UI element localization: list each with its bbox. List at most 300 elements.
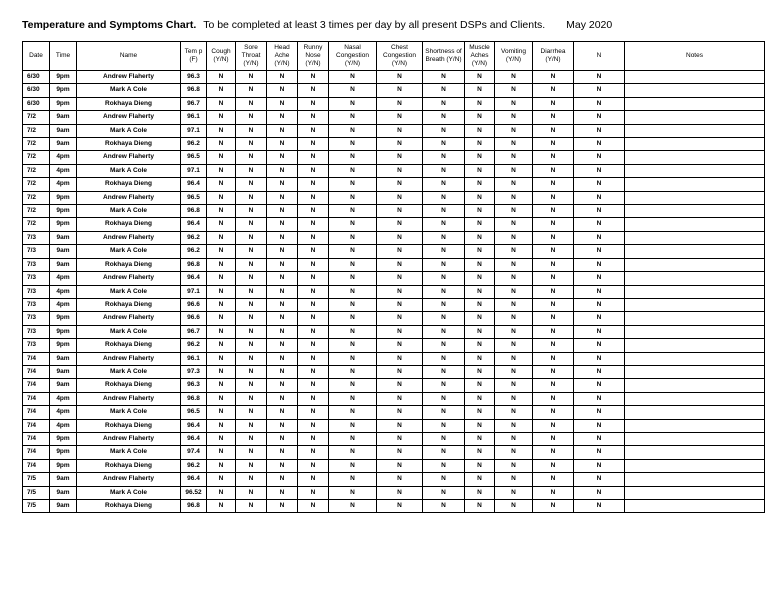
cell-shortness-of-breath: N	[423, 419, 465, 432]
cell-muscle-aches: N	[465, 473, 495, 486]
cell-temp: 96.8	[181, 205, 207, 218]
cell-muscle-aches: N	[465, 245, 495, 258]
cell-chest-congestion: N	[377, 298, 423, 311]
cell-head-ache: N	[267, 97, 298, 110]
table-row	[23, 365, 765, 378]
cell-name: Mark A Cole	[77, 84, 181, 97]
cell-runny-nose: N	[298, 245, 329, 258]
cell-name: Mark A Cole	[77, 164, 181, 177]
cell-notes	[625, 486, 765, 499]
cell-runny-nose: N	[298, 473, 329, 486]
cell-muscle-aches: N	[465, 205, 495, 218]
chart-title: Temperature and Symptoms Chart.	[22, 19, 197, 31]
cell-sore-throat: N	[236, 406, 267, 419]
cell-vomiting: N	[495, 191, 533, 204]
cell-muscle-aches: N	[465, 339, 495, 352]
cell-runny-nose: N	[298, 432, 329, 445]
cell-vomiting: N	[495, 272, 533, 285]
cell-n: N	[574, 245, 625, 258]
column-header-cough: Cough (Y/N)	[207, 42, 236, 71]
cell-temp: 97.3	[181, 365, 207, 378]
cell-n: N	[574, 272, 625, 285]
cell-sore-throat: N	[236, 365, 267, 378]
cell-cough: N	[207, 258, 236, 271]
cell-n: N	[574, 298, 625, 311]
cell-date: 7/3	[23, 325, 50, 338]
cell-muscle-aches: N	[465, 164, 495, 177]
cell-vomiting: N	[495, 138, 533, 151]
cell-head-ache: N	[267, 84, 298, 97]
cell-vomiting: N	[495, 164, 533, 177]
cell-muscle-aches: N	[465, 178, 495, 191]
cell-head-ache: N	[267, 258, 298, 271]
cell-nasal-congestion: N	[329, 97, 377, 110]
cell-notes	[625, 231, 765, 244]
cell-sore-throat: N	[236, 379, 267, 392]
cell-n: N	[574, 71, 625, 84]
cell-temp: 96.7	[181, 325, 207, 338]
cell-name: Mark A Cole	[77, 365, 181, 378]
cell-shortness-of-breath: N	[423, 325, 465, 338]
cell-cough: N	[207, 191, 236, 204]
cell-temp: 96.8	[181, 500, 207, 513]
cell-name: Andrew Flaherty	[77, 432, 181, 445]
cell-date: 7/3	[23, 312, 50, 325]
cell-name: Andrew Flaherty	[77, 111, 181, 124]
cell-vomiting: N	[495, 231, 533, 244]
table-row	[23, 392, 765, 405]
table-row	[23, 500, 765, 513]
cell-vomiting: N	[495, 339, 533, 352]
cell-shortness-of-breath: N	[423, 178, 465, 191]
cell-name: Mark A Cole	[77, 124, 181, 137]
cell-time: 9pm	[50, 432, 77, 445]
chart-month: May 2020	[566, 19, 613, 31]
cell-n: N	[574, 124, 625, 137]
cell-diarrhea: N	[533, 500, 574, 513]
cell-head-ache: N	[267, 500, 298, 513]
cell-time: 4pm	[50, 285, 77, 298]
cell-n: N	[574, 339, 625, 352]
cell-sore-throat: N	[236, 392, 267, 405]
cell-date: 6/30	[23, 97, 50, 110]
cell-vomiting: N	[495, 178, 533, 191]
cell-runny-nose: N	[298, 151, 329, 164]
table-row	[23, 191, 765, 204]
table-row	[23, 352, 765, 365]
cell-head-ache: N	[267, 419, 298, 432]
cell-head-ache: N	[267, 178, 298, 191]
cell-temp: 96.3	[181, 379, 207, 392]
cell-name: Rokhaya Dieng	[77, 97, 181, 110]
cell-shortness-of-breath: N	[423, 218, 465, 231]
cell-vomiting: N	[495, 71, 533, 84]
cell-nasal-congestion: N	[329, 164, 377, 177]
cell-muscle-aches: N	[465, 138, 495, 151]
cell-name: Mark A Cole	[77, 486, 181, 499]
cell-vomiting: N	[495, 365, 533, 378]
cell-time: 4pm	[50, 392, 77, 405]
cell-nasal-congestion: N	[329, 419, 377, 432]
cell-nasal-congestion: N	[329, 406, 377, 419]
column-header-chest-congestion: Chest Congestion (Y/N)	[377, 42, 423, 71]
cell-name: Mark A Cole	[77, 325, 181, 338]
cell-diarrhea: N	[533, 218, 574, 231]
cell-diarrhea: N	[533, 84, 574, 97]
cell-notes	[625, 459, 765, 472]
cell-chest-congestion: N	[377, 191, 423, 204]
cell-date: 7/2	[23, 151, 50, 164]
cell-chest-congestion: N	[377, 218, 423, 231]
cell-shortness-of-breath: N	[423, 231, 465, 244]
cell-temp: 96.7	[181, 97, 207, 110]
cell-cough: N	[207, 285, 236, 298]
column-header-runny-nose: Runny Nose (Y/N)	[298, 42, 329, 71]
cell-sore-throat: N	[236, 325, 267, 338]
cell-time: 9pm	[50, 312, 77, 325]
cell-shortness-of-breath: N	[423, 500, 465, 513]
cell-diarrhea: N	[533, 352, 574, 365]
cell-sore-throat: N	[236, 111, 267, 124]
cell-chest-congestion: N	[377, 97, 423, 110]
cell-cough: N	[207, 245, 236, 258]
table-row	[23, 285, 765, 298]
cell-shortness-of-breath: N	[423, 446, 465, 459]
cell-vomiting: N	[495, 486, 533, 499]
cell-nasal-congestion: N	[329, 124, 377, 137]
cell-name: Rokhaya Dieng	[77, 298, 181, 311]
cell-notes	[625, 379, 765, 392]
cell-diarrhea: N	[533, 272, 574, 285]
cell-cough: N	[207, 325, 236, 338]
cell-time: 9pm	[50, 446, 77, 459]
cell-temp: 96.5	[181, 406, 207, 419]
cell-notes	[625, 298, 765, 311]
cell-diarrhea: N	[533, 312, 574, 325]
cell-runny-nose: N	[298, 231, 329, 244]
cell-shortness-of-breath: N	[423, 379, 465, 392]
cell-runny-nose: N	[298, 97, 329, 110]
cell-runny-nose: N	[298, 205, 329, 218]
table-row	[23, 84, 765, 97]
table-row	[23, 258, 765, 271]
cell-diarrhea: N	[533, 258, 574, 271]
cell-shortness-of-breath: N	[423, 312, 465, 325]
cell-time: 9pm	[50, 97, 77, 110]
cell-shortness-of-breath: N	[423, 339, 465, 352]
cell-chest-congestion: N	[377, 473, 423, 486]
cell-n: N	[574, 432, 625, 445]
cell-head-ache: N	[267, 459, 298, 472]
cell-name: Andrew Flaherty	[77, 151, 181, 164]
table-row	[23, 459, 765, 472]
cell-temp: 96.8	[181, 392, 207, 405]
cell-n: N	[574, 111, 625, 124]
cell-runny-nose: N	[298, 406, 329, 419]
cell-nasal-congestion: N	[329, 151, 377, 164]
cell-nasal-congestion: N	[329, 84, 377, 97]
cell-vomiting: N	[495, 500, 533, 513]
cell-shortness-of-breath: N	[423, 124, 465, 137]
cell-temp: 96.2	[181, 138, 207, 151]
table-row	[23, 151, 765, 164]
cell-chest-congestion: N	[377, 245, 423, 258]
cell-nasal-congestion: N	[329, 473, 377, 486]
cell-temp: 96.8	[181, 84, 207, 97]
cell-sore-throat: N	[236, 191, 267, 204]
cell-nasal-congestion: N	[329, 432, 377, 445]
cell-temp: 96.5	[181, 151, 207, 164]
cell-diarrhea: N	[533, 151, 574, 164]
cell-chest-congestion: N	[377, 164, 423, 177]
cell-vomiting: N	[495, 392, 533, 405]
cell-cough: N	[207, 138, 236, 151]
cell-shortness-of-breath: N	[423, 138, 465, 151]
cell-vomiting: N	[495, 312, 533, 325]
cell-head-ache: N	[267, 245, 298, 258]
cell-chest-congestion: N	[377, 231, 423, 244]
cell-head-ache: N	[267, 285, 298, 298]
cell-nasal-congestion: N	[329, 379, 377, 392]
cell-sore-throat: N	[236, 205, 267, 218]
table-row	[23, 325, 765, 338]
cell-nasal-congestion: N	[329, 352, 377, 365]
cell-nasal-congestion: N	[329, 218, 377, 231]
cell-sore-throat: N	[236, 419, 267, 432]
cell-temp: 96.4	[181, 419, 207, 432]
table-row	[23, 205, 765, 218]
cell-nasal-congestion: N	[329, 71, 377, 84]
table-row	[23, 473, 765, 486]
cell-sore-throat: N	[236, 312, 267, 325]
cell-runny-nose: N	[298, 111, 329, 124]
cell-shortness-of-breath: N	[423, 111, 465, 124]
cell-time: 9pm	[50, 191, 77, 204]
cell-temp: 96.2	[181, 245, 207, 258]
cell-time: 9pm	[50, 71, 77, 84]
cell-runny-nose: N	[298, 392, 329, 405]
cell-notes	[625, 352, 765, 365]
cell-cough: N	[207, 111, 236, 124]
cell-n: N	[574, 459, 625, 472]
cell-vomiting: N	[495, 258, 533, 271]
cell-vomiting: N	[495, 406, 533, 419]
cell-time: 9am	[50, 473, 77, 486]
cell-time: 9pm	[50, 205, 77, 218]
cell-name: Mark A Cole	[77, 406, 181, 419]
column-header-vomiting: Vomiting (Y/N)	[495, 42, 533, 71]
cell-shortness-of-breath: N	[423, 258, 465, 271]
cell-chest-congestion: N	[377, 111, 423, 124]
cell-date: 7/4	[23, 446, 50, 459]
cell-cough: N	[207, 124, 236, 137]
cell-vomiting: N	[495, 111, 533, 124]
table-row	[23, 419, 765, 432]
cell-sore-throat: N	[236, 446, 267, 459]
cell-vomiting: N	[495, 285, 533, 298]
cell-runny-nose: N	[298, 352, 329, 365]
cell-nasal-congestion: N	[329, 178, 377, 191]
cell-head-ache: N	[267, 325, 298, 338]
cell-nasal-congestion: N	[329, 231, 377, 244]
table-row	[23, 339, 765, 352]
cell-name: Mark A Cole	[77, 285, 181, 298]
cell-muscle-aches: N	[465, 486, 495, 499]
table-row	[23, 312, 765, 325]
cell-head-ache: N	[267, 272, 298, 285]
cell-cough: N	[207, 352, 236, 365]
cell-diarrhea: N	[533, 124, 574, 137]
cell-name: Rokhaya Dieng	[77, 339, 181, 352]
cell-time: 9am	[50, 245, 77, 258]
cell-n: N	[574, 178, 625, 191]
table-row	[23, 124, 765, 137]
cell-muscle-aches: N	[465, 392, 495, 405]
cell-cough: N	[207, 298, 236, 311]
chart-instructions: To be completed at least 3 times per day by all present DSPs and Clients.	[203, 19, 546, 31]
cell-cough: N	[207, 432, 236, 445]
cell-cough: N	[207, 406, 236, 419]
cell-vomiting: N	[495, 218, 533, 231]
cell-sore-throat: N	[236, 285, 267, 298]
cell-n: N	[574, 325, 625, 338]
cell-head-ache: N	[267, 298, 298, 311]
cell-head-ache: N	[267, 138, 298, 151]
cell-nasal-congestion: N	[329, 258, 377, 271]
cell-notes	[625, 164, 765, 177]
cell-chest-congestion: N	[377, 459, 423, 472]
cell-muscle-aches: N	[465, 124, 495, 137]
cell-n: N	[574, 365, 625, 378]
cell-vomiting: N	[495, 124, 533, 137]
cell-time: 4pm	[50, 419, 77, 432]
cell-sore-throat: N	[236, 231, 267, 244]
cell-head-ache: N	[267, 164, 298, 177]
cell-muscle-aches: N	[465, 379, 495, 392]
cell-date: 7/2	[23, 111, 50, 124]
cell-head-ache: N	[267, 205, 298, 218]
cell-temp: 96.8	[181, 258, 207, 271]
column-header-diarrhea: Diarrhea (Y/N)	[533, 42, 574, 71]
cell-vomiting: N	[495, 205, 533, 218]
cell-vomiting: N	[495, 97, 533, 110]
cell-head-ache: N	[267, 446, 298, 459]
cell-shortness-of-breath: N	[423, 298, 465, 311]
cell-notes	[625, 500, 765, 513]
cell-sore-throat: N	[236, 218, 267, 231]
cell-n: N	[574, 164, 625, 177]
cell-temp: 96.1	[181, 352, 207, 365]
cell-muscle-aches: N	[465, 111, 495, 124]
cell-date: 7/4	[23, 392, 50, 405]
cell-date: 6/30	[23, 71, 50, 84]
cell-runny-nose: N	[298, 191, 329, 204]
cell-shortness-of-breath: N	[423, 71, 465, 84]
cell-temp: 96.2	[181, 459, 207, 472]
cell-sore-throat: N	[236, 124, 267, 137]
cell-date: 7/3	[23, 272, 50, 285]
cell-sore-throat: N	[236, 151, 267, 164]
column-header-nasal-congestion: Nasal Congestion (Y/N)	[329, 42, 377, 71]
cell-name: Andrew Flaherty	[77, 272, 181, 285]
cell-diarrhea: N	[533, 392, 574, 405]
cell-nasal-congestion: N	[329, 365, 377, 378]
cell-n: N	[574, 84, 625, 97]
cell-muscle-aches: N	[465, 459, 495, 472]
cell-runny-nose: N	[298, 298, 329, 311]
column-header-time: Time	[50, 42, 77, 71]
cell-head-ache: N	[267, 379, 298, 392]
cell-cough: N	[207, 419, 236, 432]
cell-sore-throat: N	[236, 339, 267, 352]
cell-n: N	[574, 231, 625, 244]
cell-chest-congestion: N	[377, 419, 423, 432]
cell-notes	[625, 446, 765, 459]
cell-time: 9am	[50, 124, 77, 137]
cell-head-ache: N	[267, 473, 298, 486]
cell-runny-nose: N	[298, 446, 329, 459]
cell-nasal-congestion: N	[329, 312, 377, 325]
cell-date: 7/3	[23, 285, 50, 298]
cell-time: 9am	[50, 258, 77, 271]
cell-sore-throat: N	[236, 298, 267, 311]
cell-name: Mark A Cole	[77, 205, 181, 218]
cell-cough: N	[207, 365, 236, 378]
column-header-date: Date	[23, 42, 50, 71]
cell-notes	[625, 124, 765, 137]
cell-shortness-of-breath: N	[423, 164, 465, 177]
cell-cough: N	[207, 312, 236, 325]
cell-diarrhea: N	[533, 231, 574, 244]
cell-notes	[625, 97, 765, 110]
cell-head-ache: N	[267, 339, 298, 352]
cell-cough: N	[207, 84, 236, 97]
cell-head-ache: N	[267, 312, 298, 325]
cell-shortness-of-breath: N	[423, 97, 465, 110]
cell-cough: N	[207, 97, 236, 110]
cell-runny-nose: N	[298, 419, 329, 432]
cell-notes	[625, 325, 765, 338]
cell-head-ache: N	[267, 151, 298, 164]
cell-cough: N	[207, 486, 236, 499]
cell-n: N	[574, 218, 625, 231]
cell-name: Andrew Flaherty	[77, 473, 181, 486]
cell-date: 7/4	[23, 419, 50, 432]
cell-date: 7/4	[23, 379, 50, 392]
cell-temp: 96.2	[181, 339, 207, 352]
cell-muscle-aches: N	[465, 500, 495, 513]
cell-date: 7/5	[23, 500, 50, 513]
cell-name: Mark A Cole	[77, 245, 181, 258]
table-row	[23, 446, 765, 459]
cell-cough: N	[207, 151, 236, 164]
cell-n: N	[574, 446, 625, 459]
cell-date: 7/2	[23, 218, 50, 231]
cell-date: 7/2	[23, 191, 50, 204]
table-row	[23, 231, 765, 244]
cell-n: N	[574, 191, 625, 204]
cell-chest-congestion: N	[377, 285, 423, 298]
cell-n: N	[574, 406, 625, 419]
cell-cough: N	[207, 446, 236, 459]
cell-vomiting: N	[495, 459, 533, 472]
cell-shortness-of-breath: N	[423, 459, 465, 472]
cell-notes	[625, 151, 765, 164]
cell-muscle-aches: N	[465, 325, 495, 338]
cell-runny-nose: N	[298, 365, 329, 378]
column-header-temp: Tem p (F)	[181, 42, 207, 71]
cell-cough: N	[207, 218, 236, 231]
